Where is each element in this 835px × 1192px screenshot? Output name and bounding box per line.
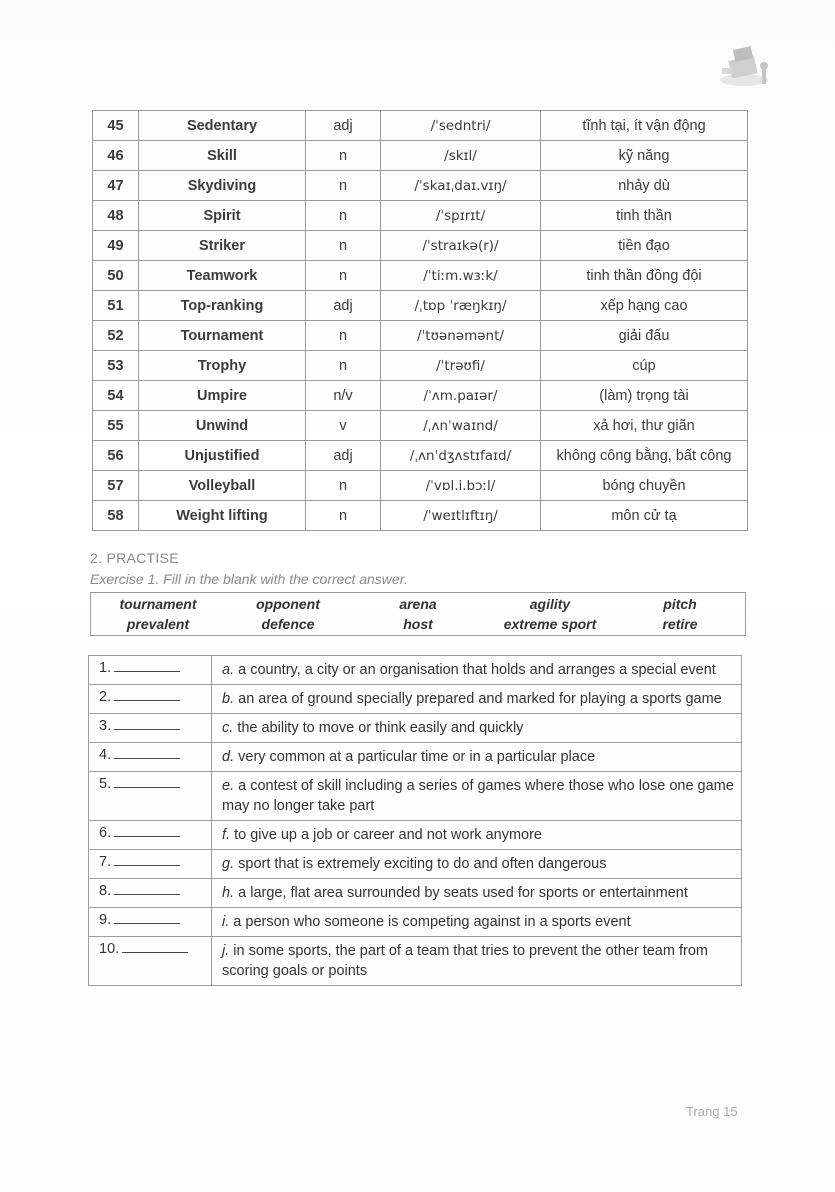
item-number: 1. [99, 660, 112, 676]
vocab-number: 47 [93, 171, 139, 201]
vietnamese-meaning: xếp hạng cao [541, 291, 748, 321]
matching-table [88, 655, 742, 986]
item-number-cell [89, 908, 212, 937]
matching-row [89, 772, 742, 821]
item-number-cell [89, 772, 212, 821]
word-bank-item: opponent [256, 596, 320, 612]
definition-letter: h. [222, 885, 235, 901]
answer-blank[interactable] [114, 729, 180, 730]
vocab-row [93, 171, 748, 201]
definition-letter: d. [222, 749, 235, 765]
item-number: 5. [99, 776, 112, 792]
vocab-number: 45 [93, 111, 139, 141]
definition-letter: c. [222, 720, 234, 736]
vietnamese-meaning: bóng chuyền [541, 471, 748, 501]
item-number: 8. [99, 883, 112, 899]
item-number: 9. [99, 912, 112, 928]
definition-text: a country, a city or an organisation that holds and arranges a special event [238, 662, 716, 678]
vocab-number: 55 [93, 411, 139, 441]
vietnamese-meaning: môn cử tạ [541, 501, 748, 531]
answer-blank[interactable] [114, 836, 180, 837]
word-bank-item: host [403, 616, 433, 632]
item-number-cell [89, 821, 212, 850]
vocab-row [93, 381, 748, 411]
pronunciation: /ˈstraɪkə(r)/ [381, 231, 541, 261]
vocab-number: 53 [93, 351, 139, 381]
vietnamese-meaning: xả hơi, thư giãn [541, 411, 748, 441]
definition-cell [212, 937, 742, 986]
vocab-number: 48 [93, 201, 139, 231]
vocab-row [93, 321, 748, 351]
vocabulary-table [92, 110, 748, 531]
matching-row [89, 908, 742, 937]
answer-blank[interactable] [114, 700, 180, 701]
vocab-number: 58 [93, 501, 139, 531]
word-bank-item: extreme sport [503, 616, 597, 632]
item-number: 6. [99, 825, 112, 841]
vocab-word: Tournament [139, 321, 306, 351]
vocab-word: Unwind [139, 411, 306, 441]
pronunciation: /ˈʌm.paɪər/ [381, 381, 541, 411]
vocab-word: Teamwork [139, 261, 306, 291]
definition-cell [212, 850, 742, 879]
definition-letter: i. [222, 914, 230, 930]
vietnamese-meaning: tinh thần đồng đội [541, 261, 748, 291]
item-number-cell [89, 850, 212, 879]
part-of-speech: n [306, 321, 381, 351]
vocab-word: Striker [139, 231, 306, 261]
matching-row [89, 879, 742, 908]
definition-text: in some sports, the part of a team that tries to prevent the other team from scoring goals or points [222, 943, 708, 979]
vocab-row [93, 291, 748, 321]
vietnamese-meaning: tĩnh tại, ít vận động [541, 111, 748, 141]
part-of-speech: adj [306, 291, 381, 321]
vocab-word: Skill [139, 141, 306, 171]
vocab-row [93, 411, 748, 441]
vocab-word: Sedentary [139, 111, 306, 141]
definition-letter: a. [222, 662, 235, 678]
vocab-word: Unjustified [139, 441, 306, 471]
part-of-speech: n [306, 351, 381, 381]
vocab-word: Skydiving [139, 171, 306, 201]
definition-cell [212, 821, 742, 850]
vocab-row [93, 351, 748, 381]
matching-row [89, 850, 742, 879]
definition-text: sport that is extremely exciting to do and often dangerous [238, 856, 607, 872]
part-of-speech: n [306, 201, 381, 231]
vocab-row [93, 111, 748, 141]
pronunciation: /ˌtɒp ˈræŋkɪŋ/ [381, 291, 541, 321]
pronunciation: /ˈweɪtlɪftɪŋ/ [381, 501, 541, 531]
vocab-number: 56 [93, 441, 139, 471]
definition-letter: b. [222, 691, 235, 707]
part-of-speech: n [306, 261, 381, 291]
matching-row [89, 714, 742, 743]
vocab-number: 50 [93, 261, 139, 291]
definition-cell [212, 656, 742, 685]
vietnamese-meaning: giải đấu [541, 321, 748, 351]
pronunciation: /ˈskaɪˌdaɪ.vɪŋ/ [381, 171, 541, 201]
answer-blank[interactable] [114, 894, 180, 895]
definition-text: to give up a job or career and not work anymore [234, 827, 542, 843]
vocab-word: Volleyball [139, 471, 306, 501]
word-bank-item: arena [399, 596, 437, 612]
word-bank-item: prevalent [126, 616, 190, 632]
vocab-row [93, 471, 748, 501]
definition-cell [212, 685, 742, 714]
answer-blank[interactable] [114, 865, 180, 866]
matching-row [89, 937, 742, 986]
definition-letter: g. [222, 856, 235, 872]
pronunciation: /ˈtiːm.wɜːk/ [381, 261, 541, 291]
part-of-speech: n [306, 231, 381, 261]
vocab-number: 54 [93, 381, 139, 411]
definition-cell [212, 908, 742, 937]
answer-blank[interactable] [114, 671, 180, 672]
word-bank-item: retire [662, 616, 698, 632]
vietnamese-meaning: không công bằng, bất công [541, 441, 748, 471]
part-of-speech: n [306, 171, 381, 201]
vocab-number: 52 [93, 321, 139, 351]
item-number: 10. [99, 941, 120, 957]
item-number-cell [89, 937, 212, 986]
item-number: 7. [99, 854, 112, 870]
vocab-row [93, 201, 748, 231]
vocab-row [93, 141, 748, 171]
part-of-speech: adj [306, 111, 381, 141]
definition-cell [212, 879, 742, 908]
answer-blank[interactable] [122, 952, 188, 953]
definition-letter: f. [222, 827, 231, 843]
item-number-cell [89, 656, 212, 685]
word-bank-item: defence [261, 616, 315, 632]
exercise-title: Exercise 1. Fill in the blank with the correct answer. [90, 571, 408, 587]
definition-cell [212, 772, 742, 821]
part-of-speech: n [306, 501, 381, 531]
definition-letter: e. [222, 778, 235, 794]
definition-text: a large, flat area surrounded by seats used for sports or entertainment [238, 885, 688, 901]
vocab-number: 49 [93, 231, 139, 261]
pronunciation: /ˈspɪrɪt/ [381, 201, 541, 231]
pronunciation: /ˌʌnˈwaɪnd/ [381, 411, 541, 441]
vocab-row [93, 501, 748, 531]
word-bank-box [90, 592, 746, 636]
item-number: 2. [99, 689, 112, 705]
word-bank-item: pitch [663, 596, 697, 612]
vietnamese-meaning: tinh thần [541, 201, 748, 231]
pronunciation: /ˈtʊənəmənt/ [381, 321, 541, 351]
vocab-word: Weight lifting [139, 501, 306, 531]
definition-cell [212, 714, 742, 743]
section-title: 2. PRACTISE [90, 550, 179, 566]
vocab-number: 57 [93, 471, 139, 501]
item-number-cell [89, 714, 212, 743]
item-number: 4. [99, 747, 112, 763]
item-number-cell [89, 879, 212, 908]
vocab-row [93, 261, 748, 291]
answer-blank[interactable] [114, 787, 180, 788]
vietnamese-meaning: kỹ năng [541, 141, 748, 171]
definition-text: a contest of skill including a series of games where those who lose one game may no longer take part [222, 778, 734, 814]
vietnamese-meaning: nhảy dù [541, 171, 748, 201]
pronunciation: /ˈtrəʊfi/ [381, 351, 541, 381]
matching-row [89, 743, 742, 772]
vietnamese-meaning: (làm) trọng tài [541, 381, 748, 411]
pronunciation: /ˈvɒl.i.bɔːl/ [381, 471, 541, 501]
part-of-speech: n/v [306, 381, 381, 411]
pronunciation: /skɪl/ [381, 141, 541, 171]
pronunciation: /ˈsedntri/ [381, 111, 541, 141]
vocab-row [93, 441, 748, 471]
answer-blank[interactable] [114, 923, 180, 924]
logo-icon [712, 38, 782, 94]
vietnamese-meaning: tiền đạo [541, 231, 748, 261]
matching-row [89, 821, 742, 850]
item-number-cell [89, 743, 212, 772]
definition-text: very common at a particular time or in a particular place [238, 749, 596, 765]
item-number: 3. [99, 718, 112, 734]
vocab-number: 46 [93, 141, 139, 171]
definition-text: a person who someone is competing against in a sports event [233, 914, 631, 930]
answer-blank[interactable] [114, 758, 180, 759]
vocab-word: Umpire [139, 381, 306, 411]
part-of-speech: adj [306, 441, 381, 471]
vocab-word: Top-ranking [139, 291, 306, 321]
definition-letter: j. [222, 943, 230, 959]
definition-text: the ability to move or think easily and quickly [237, 720, 524, 736]
matching-row [89, 685, 742, 714]
part-of-speech: v [306, 411, 381, 441]
definition-text: an area of ground specially prepared and marked for playing a sports game [238, 691, 722, 707]
item-number-cell [89, 685, 212, 714]
vietnamese-meaning: cúp [541, 351, 748, 381]
vocab-word: Trophy [139, 351, 306, 381]
matching-row [89, 656, 742, 685]
word-bank-item: agility [529, 596, 571, 612]
page-number: Trang 15 [686, 1104, 738, 1119]
vocab-word: Spirit [139, 201, 306, 231]
part-of-speech: n [306, 141, 381, 171]
word-bank-item: tournament [119, 596, 197, 612]
vocab-number: 51 [93, 291, 139, 321]
pronunciation: /ˌʌnˈdʒʌstɪfaɪd/ [381, 441, 541, 471]
part-of-speech: n [306, 471, 381, 501]
definition-cell [212, 743, 742, 772]
vocab-row [93, 231, 748, 261]
